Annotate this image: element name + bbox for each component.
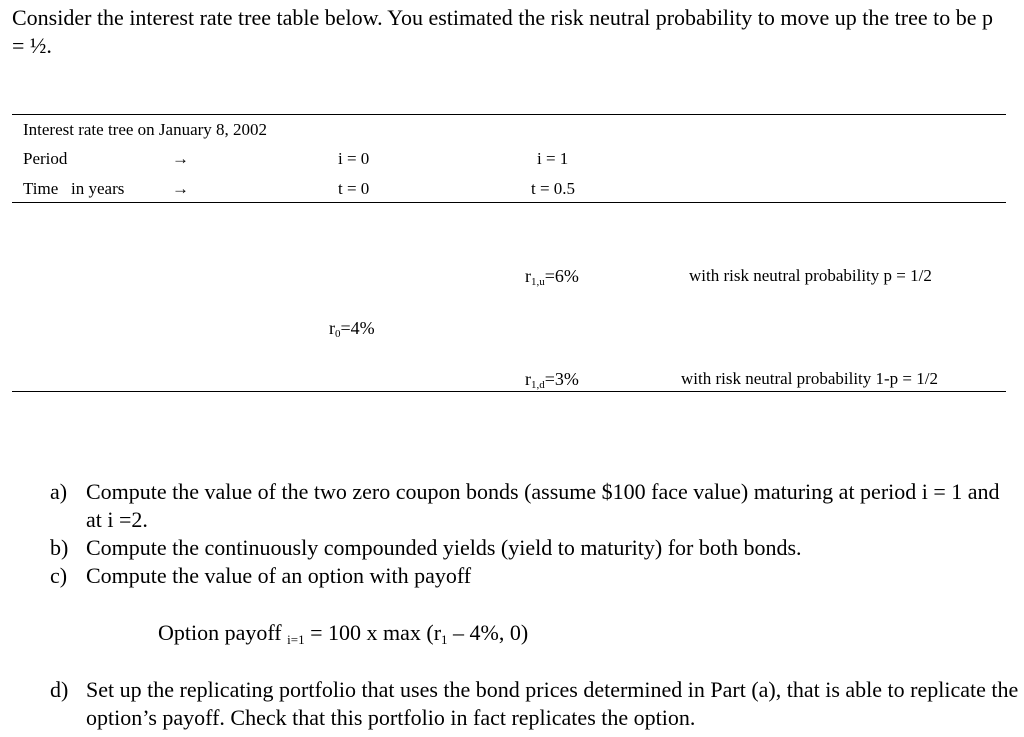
question-a-marker: a): [50, 479, 68, 504]
down-probability: with risk neutral probability 1-p = 1/2: [681, 369, 938, 388]
question-b: [50, 534, 1016, 562]
option-payoff-formula: Option payoff $_{i=1}$ = 100 x $\max (r_1 - 4\%$, 0): [158, 620, 529, 647]
time-label: Time in years: [23, 179, 125, 198]
period-arrow-icon: →: [172, 149, 189, 168]
header-bottom-rule: [12, 202, 1006, 203]
intro-paragraph: Consider the interest rate tree table below. You estimated the risk neutral probability to move up the tree to be p = ½.: [12, 5, 993, 58]
up-probability: with risk neutral probability p = 1/2: [689, 266, 932, 285]
question-c-marker: c): [50, 563, 68, 588]
question-a: [50, 478, 1016, 534]
question-c-text: Compute the value of an option with payoff: [86, 563, 472, 588]
time-arrow-icon: →: [172, 179, 189, 198]
rate-root: r0=4%: [329, 318, 375, 340]
question-d: [50, 676, 1024, 732]
question-a-text: Compute the value of the two zero coupon bonds (assume $100 face value) maturing at period i = 1 and at i =2.: [86, 479, 1000, 532]
period-label: Period: [23, 149, 68, 168]
period-i1: i = 1: [537, 149, 569, 168]
question-c: [50, 562, 1016, 590]
question-d-text: Set up the replicating portfolio that uses the bond prices determined in Part (a), that is able to replicate the option’s payoff. Check that this portfolio in fact replicates the option.: [86, 677, 1019, 730]
period-i0: i = 0: [338, 149, 370, 168]
table-title: Interest rate tree on January 8, 2002: [23, 120, 268, 139]
question-d-marker: d): [50, 677, 69, 702]
table-top-rule: [12, 114, 1006, 115]
rate-down: r1,d=3%: [525, 369, 579, 391]
time-t1: t = 0.5: [531, 179, 576, 198]
question-b-marker: b): [50, 535, 69, 560]
time-t0: t = 0: [338, 179, 370, 198]
question-b-text: Compute the continuously compounded yields (yield to maturity) for both bonds.: [86, 535, 802, 560]
table-bottom-rule: [12, 391, 1006, 392]
rate-up: r1,u=6%: [525, 266, 579, 288]
question-list: [50, 478, 1016, 590]
